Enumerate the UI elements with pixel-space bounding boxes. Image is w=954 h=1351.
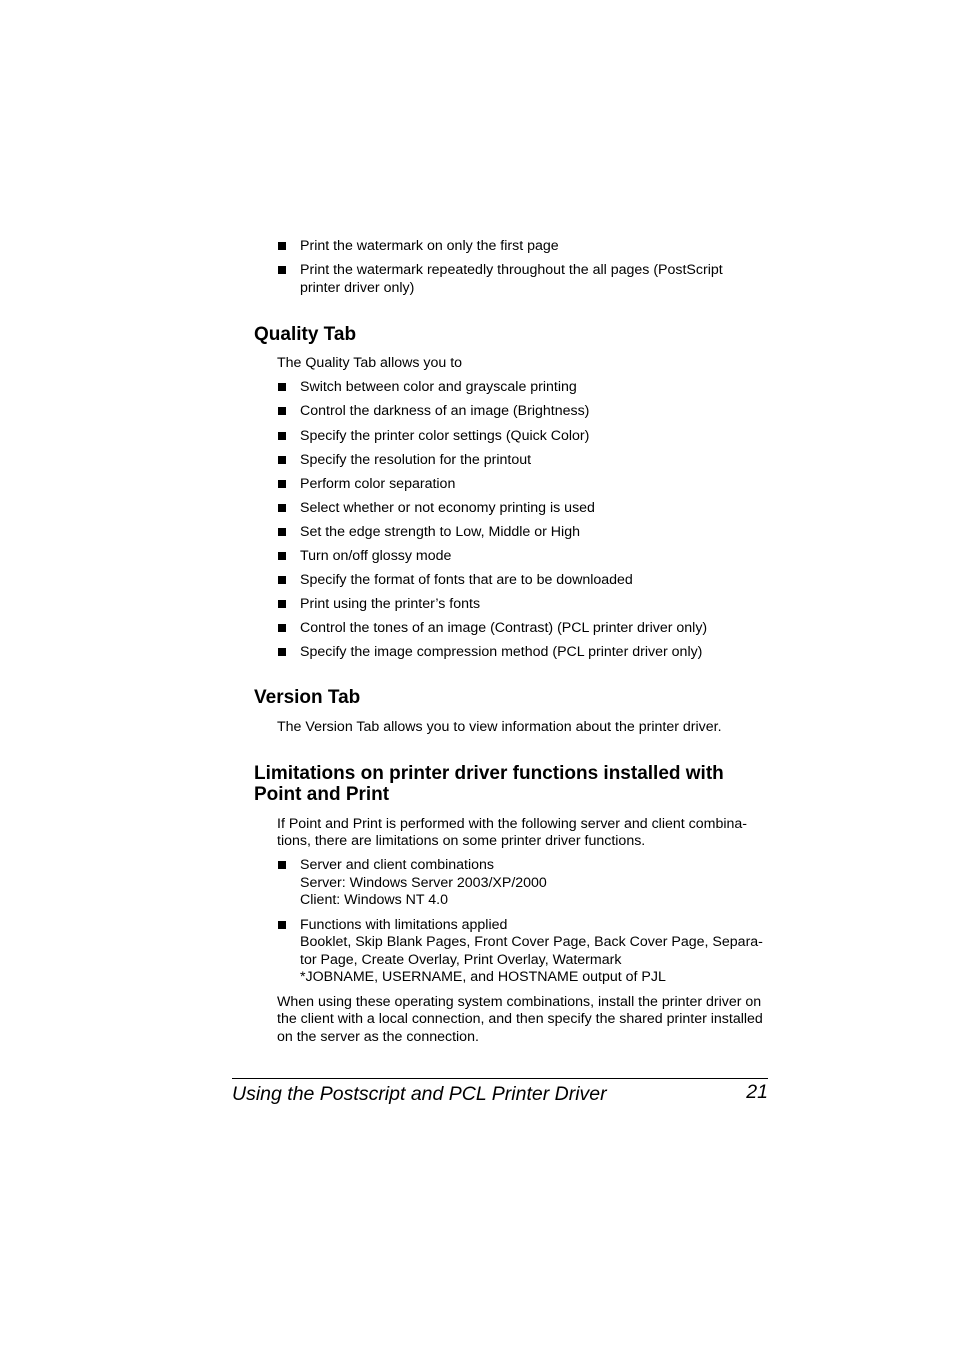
list-item: Server and client combinations [300, 857, 494, 873]
list-item: Functions with limitations applied [300, 917, 508, 933]
bullet-marker [278, 921, 286, 929]
list-item: Print the watermark on only the first page [300, 238, 559, 254]
list-item-continuation: Server: Windows Server 2003/XP/2000 [300, 875, 547, 891]
bullet-marker [278, 266, 286, 274]
bullet-marker [278, 600, 286, 608]
limitations-outro-line1: When using these operating system combinations, install the printer driver on [277, 994, 762, 1010]
list-item: Turn on/off glossy mode [300, 548, 452, 564]
limitations-outro-line3: on the server as the connection. [277, 1029, 479, 1045]
bullet-marker [278, 576, 286, 584]
bullet-marker [278, 504, 286, 512]
limitations-outro-line2: the client with a local connection, and then specify the shared printer installed [277, 1011, 763, 1027]
bullet-marker [278, 648, 286, 656]
list-item-continuation: tor Page, Create Overlay, Print Overlay, Watermark [300, 952, 622, 968]
bullet-marker [278, 456, 286, 464]
list-item-continuation: Booklet, Skip Blank Pages, Front Cover Page, Back Cover Page, Separa- [300, 934, 763, 950]
list-item: Perform color separation [300, 476, 456, 492]
bullet-marker [278, 528, 286, 536]
bullet-marker [278, 552, 286, 560]
list-item: Print the watermark repeatedly throughout the all pages (PostScript [300, 262, 723, 278]
list-item: Control the tones of an image (Contrast) (PCL printer driver only) [300, 620, 708, 636]
bullet-marker [278, 432, 286, 440]
list-item: Specify the printer color settings (Quick Color) [300, 428, 590, 444]
limitations-intro-line1: If Point and Print is performed with the following server and client combina- [277, 816, 747, 832]
list-item: Set the edge strength to Low, Middle or High [300, 524, 580, 540]
list-item: Specify the image compression method (PCL printer driver only) [300, 644, 703, 660]
quality-tab-heading: Quality Tab [254, 324, 357, 345]
limitations-heading-line1: Limitations on printer driver functions installed with [254, 763, 724, 784]
page-number: 21 [746, 1081, 768, 1103]
footer-divider [232, 1078, 768, 1079]
quality-tab-intro: The Quality Tab allows you to [277, 355, 463, 371]
footer-title: Using the Postscript and PCL Printer Driver [232, 1083, 607, 1105]
limitations-intro-line2: tions, there are limitations on some printer driver functions. [277, 833, 646, 849]
bullet-marker [278, 383, 286, 391]
bullet-marker [278, 480, 286, 488]
bullet-marker [278, 624, 286, 632]
list-item-continuation: *JOBNAME, USERNAME, and HOSTNAME output of PJL [300, 969, 666, 985]
bullet-marker [278, 242, 286, 250]
bullet-marker [278, 407, 286, 415]
list-item: Switch between color and grayscale printing [300, 379, 577, 395]
list-item: Control the darkness of an image (Brightness) [300, 403, 590, 419]
version-tab-text: The Version Tab allows you to view information about the printer driver. [277, 719, 722, 735]
list-item: Print using the printer’s fonts [300, 596, 481, 612]
list-item: Specify the resolution for the printout [300, 452, 532, 468]
bullet-marker [278, 861, 286, 869]
version-tab-heading: Version Tab [254, 687, 361, 708]
list-item: Specify the format of fonts that are to be downloaded [300, 572, 633, 588]
limitations-heading-line2: Point and Print [254, 784, 390, 805]
list-item-continuation: Client: Windows NT 4.0 [300, 892, 448, 908]
list-item: Select whether or not economy printing is used [300, 500, 595, 516]
list-item-continuation: printer driver only) [300, 280, 415, 296]
